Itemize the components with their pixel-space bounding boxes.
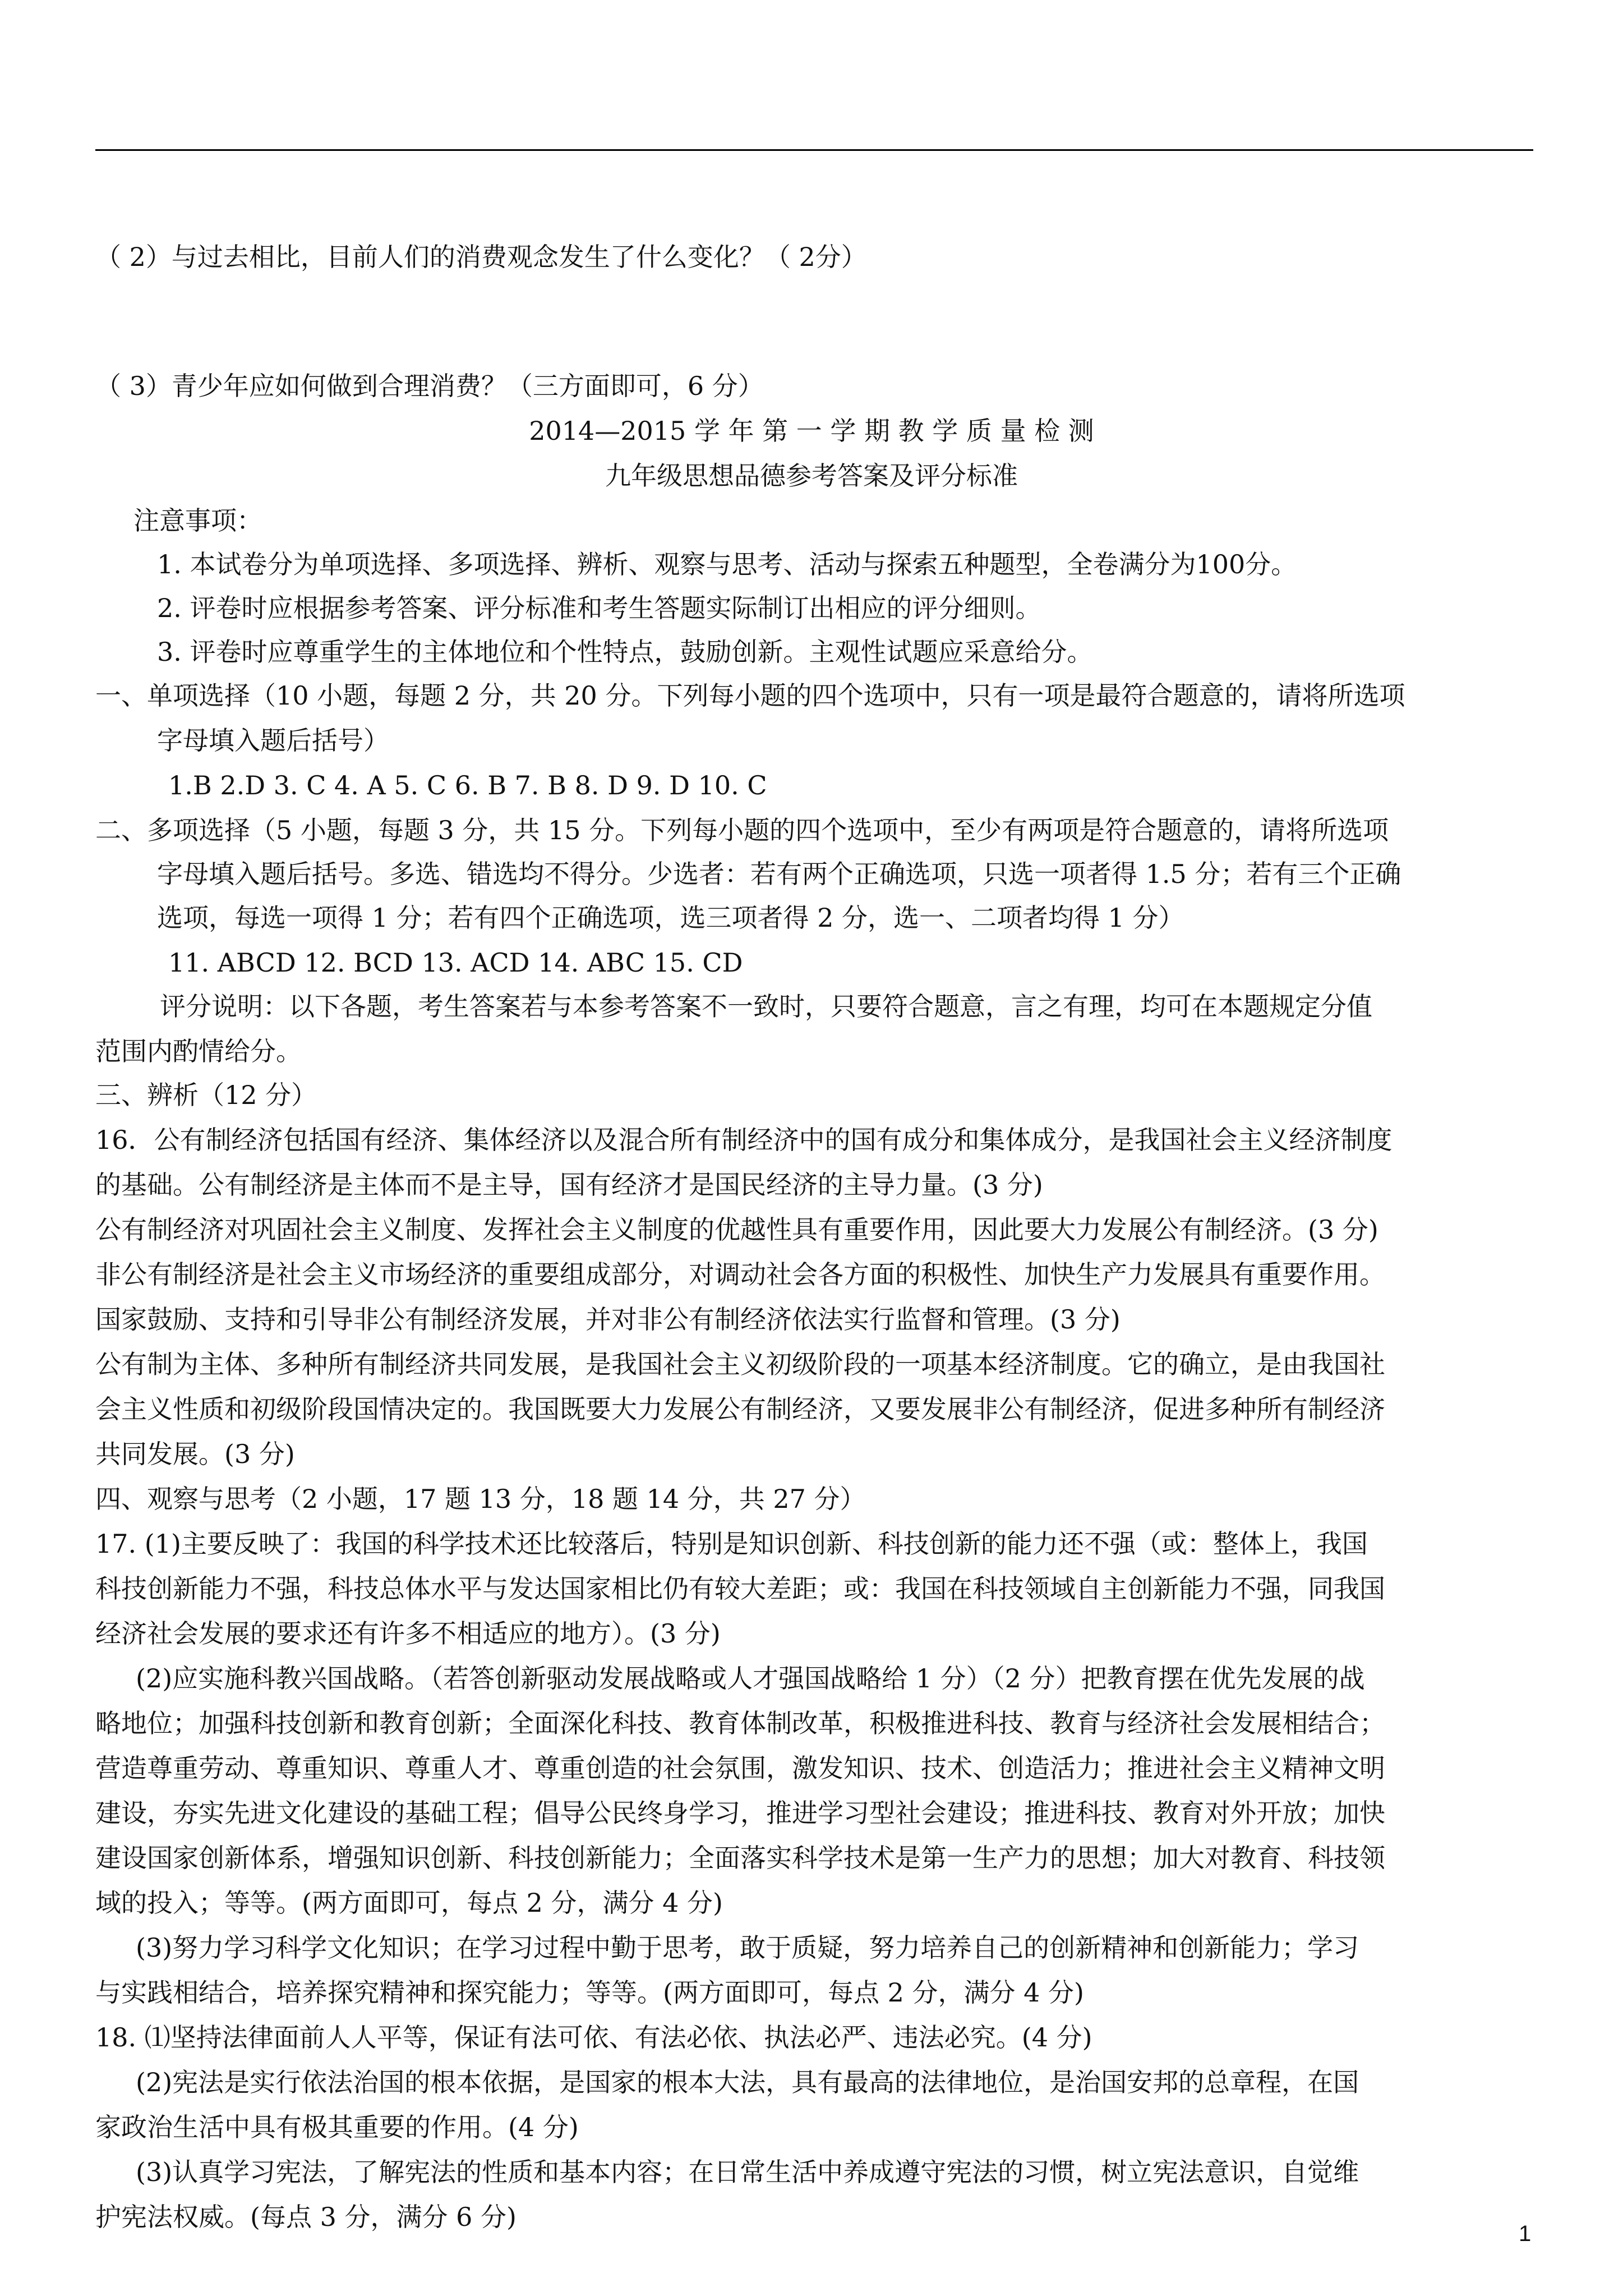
answer-line: 的基础。公有制经济是主体而不是主导，国有经济才是国民经济的主导力量。(3 分) bbox=[95, 1170, 1043, 1200]
answer-line: 会主义性质和初级阶段国情决定的。我国既要大力发展公有制经济，又要发展非公有制经济，促进多种所有制经济 bbox=[95, 1394, 1385, 1424]
document-title: 2014—2015 学 年 第 一 学 期 教 学 质 量 检 测 bbox=[529, 416, 1094, 446]
answer-line: (2)宪法是实行依法治国的根本依据，是国家的根本大法，具有最高的法律地位，是治国安邦的总章程，在国 bbox=[136, 2067, 1359, 2097]
answer-line: 18. ⑴坚持法律面前人人平等，保证有法可依、有法必依、执法必严、违法必究。(4 分) bbox=[95, 2022, 1092, 2053]
notes-heading: 注意事项： bbox=[133, 505, 262, 536]
answer-line: 科技创新能力不强，科技总体水平与发达国家相比仍有较大差距；或：我国在科技领域自主创新能力不强，同我国 bbox=[95, 1573, 1385, 1604]
answer-line: 公有制为主体、多种所有制经济共同发展，是我国社会主义初级阶段的一项基本经济制度。它的确立，是由我国社 bbox=[95, 1349, 1385, 1379]
question-2: （ 2）与过去相比，目前人们的消费观念发生了什么变化？（ 2分） bbox=[95, 242, 867, 272]
answer-line: 建设国家创新体系，增强知识创新、科技创新能力；全面落实科学技术是第一生产力的思想；加大对教育、科技领 bbox=[95, 1843, 1385, 1873]
answer-line: 家政治生活中具有极其重要的作用。(4 分) bbox=[95, 2112, 579, 2142]
scoring-note-cont: 范围内酌情给分。 bbox=[95, 1036, 302, 1066]
answer-line: 共同发展。(3 分) bbox=[95, 1439, 295, 1469]
section-1-answers: 1.B 2.D 3. C 4. A 5. C 6. B 7. B 8. D 9. D 10. C bbox=[168, 770, 767, 800]
scoring-note: 评分说明：以下各题，考生答案若与本参考答案不一致时，只要符合题意，言之有理，均可在本题规定分值 bbox=[160, 991, 1372, 1022]
section-2-heading-cont: 字母填入题后括号。多选、错选均不得分。少选者：若有两个正确选项，只选一项者得 1.5 分；若有三个正确 bbox=[157, 859, 1401, 889]
answer-line: (2)应实施科教兴国战略。（若答创新驱动发展战略或人才强国战略给 1 分）（2 分）把教育摆在优先发展的战 bbox=[136, 1663, 1365, 1694]
answer-line: 16．公有制经济包括国有经济、集体经济以及混合所有制经济中的国有成分和集体成分，是我国社会主义经济制度 bbox=[95, 1125, 1393, 1155]
page-number: 1 bbox=[1519, 2221, 1532, 2246]
section-2-heading: 二、多项选择（5 小题，每题 3 分，共 15 分。下列每小题的四个选项中，至少有两项是符合题意的，请将所选项 bbox=[95, 815, 1389, 845]
note-item: 2. 评卷时应根据参考答案、评分标准和考生答题实际制订出相应的评分细则。 bbox=[157, 593, 1041, 623]
section-3-heading: 三、辨析（12 分） bbox=[95, 1080, 317, 1110]
answer-line: 建设，夯实先进文化建设的基础工程；倡导公民终身学习，推进学习型社会建设；推进科技、教育对外开放；加快 bbox=[95, 1798, 1385, 1828]
question-3: （ 3）青少年应如何做到合理消费？（三方面即可，6 分） bbox=[95, 371, 764, 401]
answer-line: 经济社会发展的要求还有许多不相适应的地方）。(3 分) bbox=[95, 1618, 721, 1649]
answer-line: 护宪法权威。(每点 3 分，满分 6 分) bbox=[95, 2202, 517, 2232]
answer-line: (3)努力学习科学文化知识；在学习过程中勤于思考，敢于质疑，努力培养自己的创新精神和创新能力；学习 bbox=[136, 1932, 1359, 1963]
answer-line: 非公有制经济是社会主义市场经济的重要组成部分，对调动社会各方面的积极性、加快生产力发展具有重要作用。 bbox=[95, 1259, 1385, 1290]
section-4-heading: 四、观察与思考（2 小题，17 题 13 分，18 题 14 分，共 27 分） bbox=[95, 1484, 866, 1514]
answer-line: 略地位；加强科技创新和教育创新；全面深化科技、教育体制改革，积极推进科技、教育与经济社会发展相结合； bbox=[95, 1708, 1385, 1738]
section-2-heading-cont: 选项，每选一项得 1 分；若有四个正确选项，选三项者得 2 分，选一、二项者均得 1 分） bbox=[157, 903, 1184, 933]
answer-line: 域的投入；等等。(两方面即可，每点 2 分，满分 4 分) bbox=[95, 1888, 723, 1918]
answer-line: 与实践相结合，培养探究精神和探究能力；等等。(两方面即可，每点 2 分，满分 4 分) bbox=[95, 1977, 1084, 2008]
answer-line: 公有制经济对巩固社会主义制度、发挥社会主义制度的优越性具有重要作用，因此要大力发展公有制经济。(3 分) bbox=[95, 1214, 1378, 1245]
answer-line: 国家鼓励、支持和引导非公有制经济发展，并对非公有制经济依法实行监督和管理。(3 分) bbox=[95, 1304, 1121, 1335]
note-item: 1. 本试卷分为单项选择、多项选择、辨析、观察与思考、活动与探索五种题型，全卷满分为100分。 bbox=[157, 549, 1297, 579]
note-item: 3. 评卷时应尊重学生的主体地位和个性特点，鼓励创新。主观性试题应采意给分。 bbox=[157, 637, 1093, 667]
section-2-answers: 11. ABCD 12. BCD 13. ACD 14. ABC 15. CD bbox=[168, 947, 743, 978]
header-rule bbox=[95, 149, 1533, 151]
answer-line: 17. (1)主要反映了：我国的科学技术还比较落后，特别是知识创新、科技创新的能力还不强（或：整体上，我国 bbox=[95, 1529, 1368, 1559]
answer-line: (3)认真学习宪法，了解宪法的性质和基本内容；在日常生活中养成遵守宪法的习惯，树立宪法意识，自觉维 bbox=[136, 2157, 1359, 2187]
section-1-heading-cont: 字母填入题后括号） bbox=[157, 725, 389, 756]
section-1-heading: 一、单项选择（10 小题，每题 2 分，共 20 分。下列每小题的四个选项中，只有一项是最符合题意的，请将所选项 bbox=[95, 680, 1405, 711]
document-subtitle: 九年级思想品德参考答案及评分标准 bbox=[605, 461, 1018, 491]
answer-line: 营造尊重劳动、尊重知识、尊重人才、尊重创造的社会氛围，激发知识、技术、创造活力；推进社会主义精神文明 bbox=[95, 1753, 1385, 1783]
